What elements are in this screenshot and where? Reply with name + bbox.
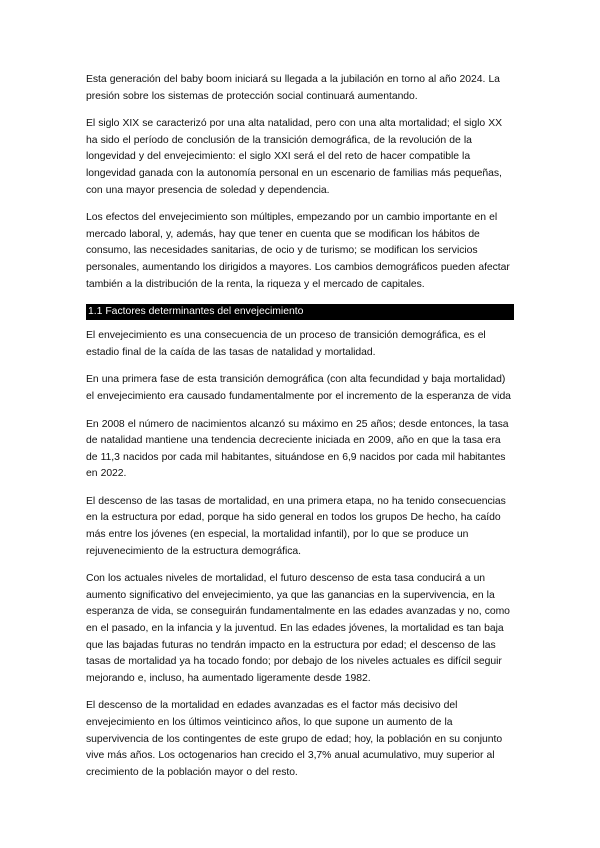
paragraph-niveles-actuales: Con los actuales niveles de mortalidad, el futuro descenso de esta tasa conducirá a un aumento significativo del envejecimiento, ya que las ganancias en la supervivencia, en la esperanza de vida, se conseguirán fundamentalmente en las edades avanzadas y no, como en el pasado, en la infancia y la juventud. En las edades jóvenes, la mortalidad es tan baja que las bajadas futuras no tendrán impacto en la estructura por edad; el descenso de las tasas de mortalidad ya ha tocado fondo; por debajo de los niveles actuales es difícil seguir mejorando e, incluso, ha aumentado ligeramente desde 1982. [86,573,510,684]
paragraph-primera-fase: En una primera fase de esta transición demográfica (con alta fecundidad y baja mortalidad) el envejecimiento era causado fundamentalmente por el incremento de la esperanza de vida [86,374,511,402]
paragraph-siglos: El siglo XIX se caracterizó por una alta natalidad, pero con una alta mortalidad; el siglo XX ha sido el período de conclusión de la transición demográfica, de la revolución de la longevidad y del envejecimiento: el siglo XXI será el del reto de hacer compatible la longevidad ganada con la autonomía personal en un escenario de familias más pequeñas, con una mayor presencia de soledad y dependencia. [86,118,503,196]
paragraph-efectos: Los efectos del envejecimiento son múltiples, empezando por un cambio importante en el mercado laboral, y, además, hay que tener en cuenta que se modifican los hábitos de consumo, las necesidades sanitarias, de ocio y de turismo; se modifican los servicios personales, aumentando los dirigidos a mayores. Los cambios demográficos pueden afectar también a la distribución de la renta, la riqueza y el mercado de capitales. [86,212,510,290]
paragraph-transicion: El envejecimiento es una consecuencia de un proceso de transición demográfica, es el estadio final de la caída de las tasas de natalidad y mortalidad. [86,330,486,358]
section-heading: 1.1 Factores determinantes del envejecimiento [86,304,514,320]
paragraph-baby-boom: Esta generación del baby boom iniciará su llegada a la jubilación en torno al año 2024. La presión sobre los sistemas de protección social continuará aumentando. [86,74,500,102]
paragraph-descenso-mortalidad: El descenso de las tasas de mortalidad, en una primera etapa, no ha tenido consecuencias en la estructura por edad, porque ha sido general en todos los grupos De hecho, ha caído más entre los jóvenes (en especial, la mortalidad infantil), por lo que se produce un rejuvenecimiento de la estructura demográfica. [86,495,506,557]
paragraph-edades-avanzadas: El descenso de la mortalidad en edades avanzadas es el factor más decisivo del envejecimiento en los últimos veinticinco años, lo que supone un aumento de la supervivencia de los contingentes de este grupo de edad; hoy, la población en su conjunto vive más años. Los octogenarios han crecido el 3,7% anual acumulativo, muy superior al crecimiento de la población mayor o del resto. [86,700,503,778]
paragraph-nacimientos: En 2008 el número de nacimientos alcanzó su máximo en 25 años; desde entonces, la tasa de natalidad mantiene una tendencia decreciente iniciada en 2009, año en que la tasa era de 11,3 nacidos por cada mil habitantes, situándose en 6,9 nacidos por cada mil habitantes en 2022. [86,418,509,480]
